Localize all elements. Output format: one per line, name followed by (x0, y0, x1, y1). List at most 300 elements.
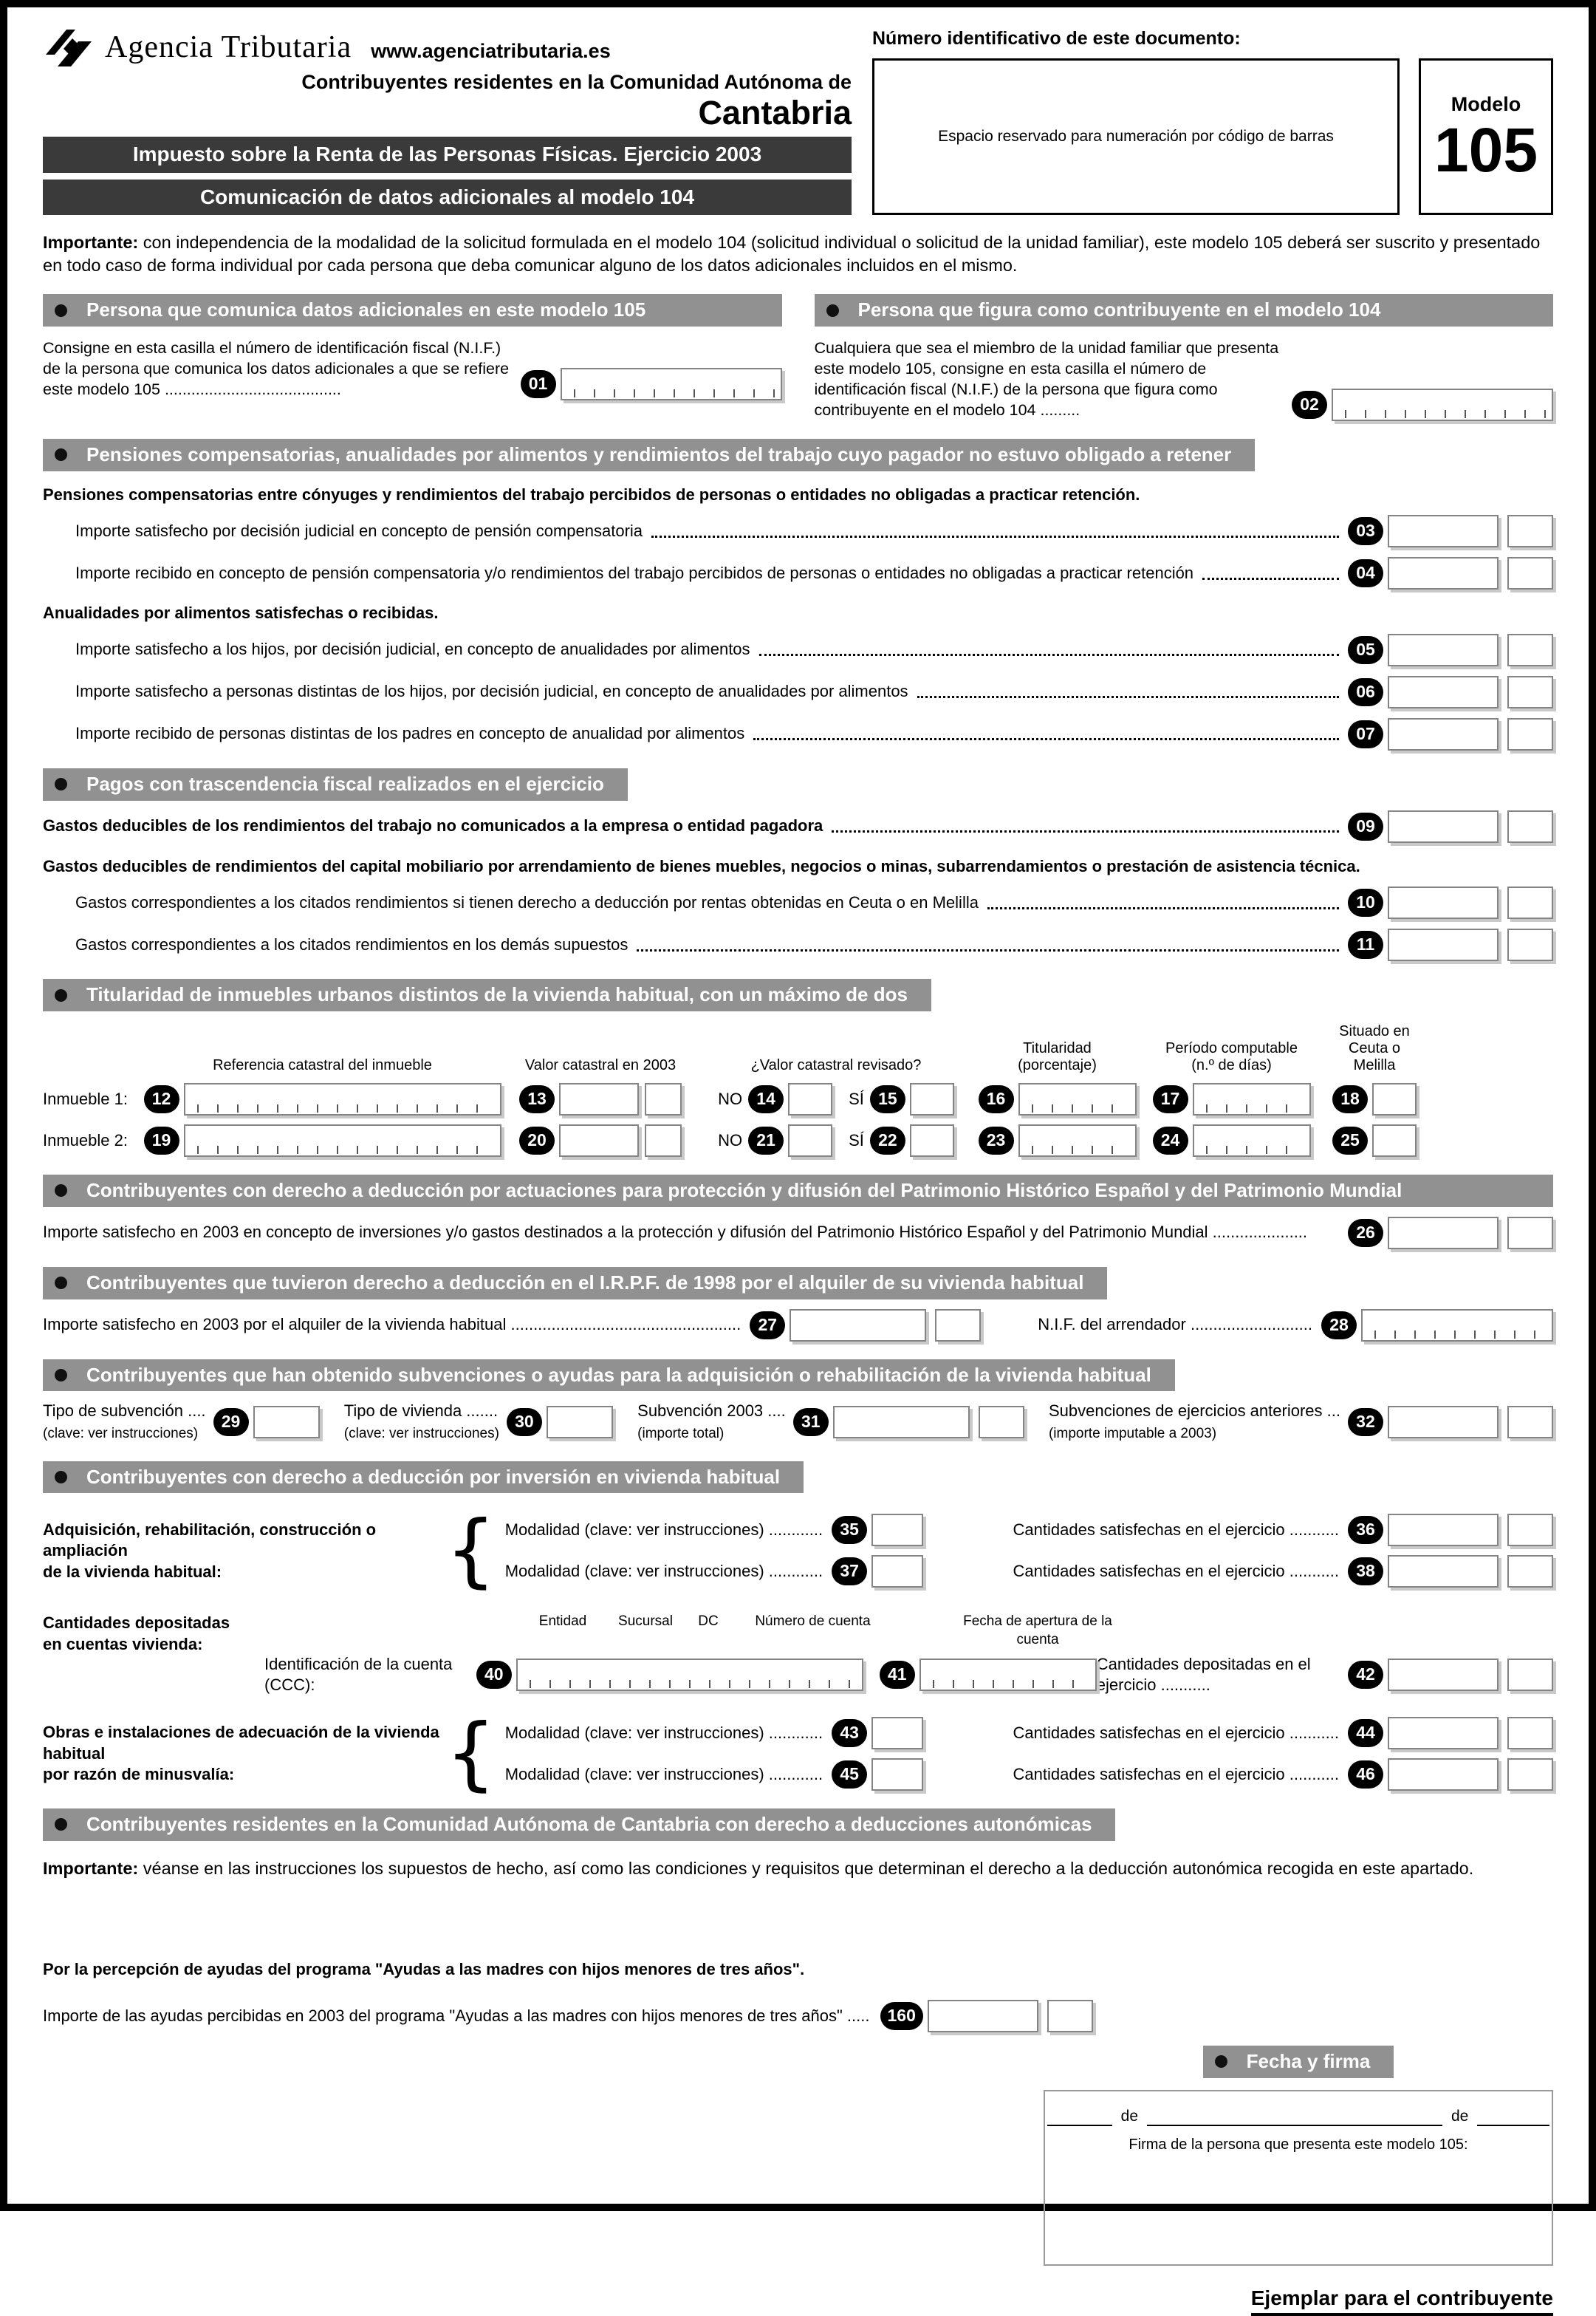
form-row-10 (43, 887, 1553, 919)
section-pensiones (43, 439, 1553, 751)
amount-euros-box[interactable] (790, 1309, 926, 1342)
ceuta-1 (1327, 1083, 1422, 1116)
year-blank-line[interactable] (1477, 2110, 1549, 2126)
field-number-badge: 11 (1348, 931, 1383, 959)
form-row-03 (43, 515, 1553, 547)
amount-cents-box[interactable] (645, 1124, 682, 1157)
tipo-vivienda-field[interactable] (547, 1406, 613, 1438)
vivienda-tipo-label (344, 1401, 499, 1443)
amount-cents-box[interactable] (1507, 1758, 1553, 1791)
cantidades-label: Cantidades satisfechas en el ejercicio ........... (1013, 1562, 1339, 1581)
nif-104-row (815, 338, 1554, 421)
subvencion-tipo-label (43, 1401, 206, 1443)
section-bullet-icon (55, 1369, 67, 1381)
field-group-42 (1097, 1654, 1553, 1696)
row-label: Gastos correspondientes a los citados rendimientos en los demás supuestos (75, 935, 629, 954)
persona-104-column (815, 294, 1554, 421)
label-subline: (importe imputable a 2003) (1048, 1425, 1217, 1441)
col-header-line: Ceuta o Melilla (1348, 1039, 1401, 1073)
amount-field-44 (1388, 1717, 1553, 1749)
amount-cents-box[interactable] (1507, 1217, 1553, 1249)
amount-euros-box[interactable] (1388, 1514, 1499, 1546)
section-title: Pensiones compensatorias, anualidades por alimentos y rendimientos del trabajo cuyo pagador no estuvo obligado a retener (86, 443, 1232, 465)
field-number-badge: 22 (870, 1127, 905, 1155)
amount-field-06 (1388, 676, 1553, 708)
dot-leader (651, 536, 1339, 538)
col-header-revisado: ¿Valor catastral revisado? (750, 1056, 922, 1073)
adquisicion-group (43, 1504, 1553, 1597)
cantidades-label: Cantidades satisfechas en el ejercicio ........... (1013, 1764, 1339, 1783)
section-title: Contribuyentes que han obtenido subvenciones o ayudas para la adquisición o rehabilitación de la vivienda habitual (86, 1363, 1151, 1386)
obras-rows (505, 1717, 1553, 1791)
field-number-badge: 09 (1348, 813, 1383, 841)
amount-euros-box[interactable] (1388, 634, 1499, 666)
titularidad-1 (979, 1083, 1136, 1116)
day-blank-line[interactable] (1047, 2110, 1112, 2126)
section-title: Fecha y firma (1246, 2049, 1371, 2072)
amount-euros-box[interactable] (1388, 676, 1499, 708)
section-title: Contribuyentes que tuvieron derecho a deducción en el I.R.P.F. de 1998 por el alquiler de su vivienda habitual (86, 1271, 1084, 1294)
region-intro: Contribuyentes residentes en la Comunidad Autónoma de (301, 71, 852, 93)
firma-block (1044, 2046, 1553, 2266)
nif-105-instructions: Consigne en esta casilla el número de identificación fiscal (N.I.F.) de la persona que comunica los datos adicionales a que se refiere este modelo 105 ........................................ (43, 339, 510, 398)
left-brace-glyph: { (445, 1707, 496, 1800)
model-number-box (1419, 58, 1553, 216)
fecha-apertura-header: Fecha de apertura de la cuenta (963, 1613, 1112, 1648)
nif-arrendador-field[interactable] (1361, 1309, 1553, 1342)
section-bullet-icon (826, 304, 839, 317)
periodo-field[interactable] (1193, 1083, 1311, 1116)
ccc-label: Identificación de la cuenta (CCC): (264, 1654, 453, 1695)
amount-field-04 (1388, 557, 1553, 590)
section-autonomicas (43, 1808, 1553, 2032)
nif-arrendador-label: N.I.F. del arrendador ........................... (1038, 1315, 1312, 1334)
form-header (43, 27, 1553, 215)
modalidad-label: Modalidad (clave: ver instrucciones) ............ (504, 1764, 823, 1783)
section-title: Titularidad de inmuebles urbanos distintos de la vivienda habitual, con un máximo de dos (86, 983, 908, 1006)
label-line: Cantidades depositadas (43, 1613, 230, 1633)
col-header-line: (n.º de días) (1191, 1056, 1272, 1073)
revisado-no-field[interactable] (788, 1083, 832, 1116)
section-title: Contribuyentes residentes en la Comunidad Autónoma de Cantabria con derecho a deducciones autonómicas (86, 1812, 1092, 1835)
form-row-40-41-42 (264, 1654, 1553, 1696)
field-number-badge: 29 (213, 1408, 249, 1436)
row-label: Importe satisfecho en 2003 en concepto de inversiones y/o gastos destinados a la protección y difusión del Patrimonio Histórico Español y del Patrimonio Mundial ..................... (43, 1223, 1308, 1242)
titularidad-field[interactable] (1018, 1083, 1137, 1116)
section-inmuebles (43, 979, 1553, 1157)
obras-label (43, 1722, 445, 1786)
section-header-patrimonio (43, 1175, 1553, 1207)
field-number-badge: 35 (832, 1516, 867, 1544)
label-line: Tipo de subvención .... (43, 1401, 206, 1421)
ceuta-field[interactable] (1372, 1083, 1417, 1116)
brand-name: Agencia Tributaria (105, 30, 352, 65)
col-header-line: Período computable (1165, 1039, 1298, 1056)
row-label: Importe recibido de personas distintas de los padres en concepto de anualidad por alimentos (75, 724, 745, 743)
modelo-105-form (7, 7, 1589, 2316)
si-label: SÍ (849, 1089, 864, 1108)
de-word: de (1451, 2107, 1469, 2125)
label-line: Obras e instalaciones de adecuación de la vivienda habitual (43, 1723, 439, 1763)
section-bullet-icon (55, 304, 67, 317)
dot-leader (1202, 578, 1339, 580)
section-bullet-icon (55, 778, 67, 790)
numero-cuenta-header: Número de cuenta (755, 1613, 871, 1630)
amount-euros-box[interactable] (1388, 515, 1499, 547)
ceuta-field[interactable] (1372, 1124, 1417, 1157)
amount-field-07 (1388, 718, 1553, 751)
amount-euros-box[interactable] (559, 1083, 639, 1116)
section-header-autonomicas (43, 1808, 1115, 1841)
amount-euros-box[interactable] (1388, 1217, 1499, 1249)
label-line: Subvención 2003 .... (637, 1401, 786, 1421)
field-number-badge: 07 (1348, 720, 1383, 748)
form-row-09 (43, 810, 1553, 843)
field-number-badge: 45 (832, 1760, 867, 1789)
sucursal-header: Sucursal (618, 1613, 673, 1630)
field-number-badge: 02 (1292, 391, 1327, 419)
label-subline: (importe total) (637, 1425, 725, 1441)
field-group-01 (521, 368, 782, 400)
important-note (43, 231, 1553, 276)
amount-field-26 (1388, 1217, 1553, 1249)
section-title: Persona que comunica datos adicionales en este modelo 105 (86, 298, 646, 321)
de-word: de (1120, 2107, 1138, 2125)
amount-euros-box[interactable] (1388, 557, 1499, 590)
referencia-catastral-field[interactable] (184, 1083, 501, 1116)
section-bullet-icon (55, 989, 67, 1002)
field-number-badge: 46 (1348, 1760, 1383, 1789)
amount-cents-box[interactable] (1507, 1717, 1553, 1749)
amount-euros-box[interactable] (1388, 1659, 1499, 1691)
valor-catastral-2 (507, 1124, 693, 1157)
pagos-subtitle: Gastos deducibles de rendimientos del capital mobiliario por arrendamiento de bienes muebles, negocios o minas, subarrendamientos o prestación de asistencia técnica. (43, 856, 1360, 875)
amount-field-11 (1388, 929, 1553, 961)
valor-catastral-field (559, 1083, 682, 1116)
amount-field-31 (833, 1406, 1024, 1438)
amount-cents-box[interactable] (935, 1309, 981, 1342)
amount-euros-box[interactable] (1388, 718, 1499, 751)
no-label: NO (718, 1089, 743, 1108)
amount-euros-box[interactable] (1388, 1555, 1499, 1588)
field-number-badge: 14 (748, 1085, 784, 1113)
region-name: Cantabria (698, 94, 852, 132)
field-number-badge: 01 (521, 370, 556, 398)
amount-cents-box[interactable] (1507, 1659, 1553, 1691)
label-subline: (clave: ver instrucciones) (343, 1425, 499, 1441)
modalidad-field[interactable] (871, 1555, 923, 1588)
dc-header: DC (698, 1613, 719, 1630)
cantidades-label: Cantidades satisfechas en el ejercicio ........... (1013, 1520, 1339, 1540)
agencia-tributaria-logo-icon (43, 27, 95, 69)
valor-revisado-2 (714, 1124, 958, 1157)
field-number-badge: 15 (870, 1085, 905, 1113)
header-right (872, 27, 1553, 215)
form-row-45-46 (505, 1758, 1553, 1791)
form-row-26 (43, 1217, 1553, 1249)
label-line: por razón de minusvalía: (43, 1765, 235, 1784)
subvencion-2003-label (637, 1401, 786, 1443)
nif-declarante-field[interactable] (561, 368, 782, 400)
periodo-2 (1157, 1124, 1306, 1157)
col-header-titularidad (979, 1040, 1136, 1074)
revisado-no-field[interactable] (788, 1124, 832, 1157)
row-label: Importe de las ayudas percibidas en 2003 del programa "Ayudas a las madres con hijos menores de tres años" ..... (43, 2006, 870, 2025)
field-group-29 (43, 1401, 320, 1443)
section-header-persona-105 (43, 294, 782, 327)
signature-box[interactable] (1044, 2090, 1553, 2266)
row-label: Importe satisfecho a los hijos, por decisión judicial, en concepto de anualidades por alimentos (75, 640, 750, 659)
form-row-35-36 (505, 1514, 1553, 1546)
brand-row (43, 27, 852, 69)
section-bullet-icon (55, 1471, 67, 1483)
amount-cents-box[interactable] (1507, 1406, 1553, 1438)
amount-field-160 (928, 2000, 1093, 2032)
titularidad-field[interactable] (1018, 1124, 1137, 1157)
field-number-badge: 04 (1348, 559, 1383, 587)
amount-field-27 (790, 1309, 981, 1342)
field-group-30 (344, 1401, 613, 1443)
field-number-badge: 23 (979, 1127, 1014, 1155)
amount-cents-box[interactable] (1507, 1555, 1553, 1588)
section-personas (43, 294, 1553, 421)
revisado-si-field[interactable] (910, 1083, 954, 1116)
dot-leader (987, 907, 1339, 909)
label-line: Tipo de vivienda ....... (343, 1401, 499, 1421)
row-label: Inmueble 2: (43, 1130, 128, 1150)
amount-field-03 (1388, 515, 1553, 547)
section-header-pensiones (43, 439, 1255, 471)
amount-field-46 (1388, 1758, 1553, 1791)
field-number-badge: 16 (979, 1085, 1014, 1113)
col-header-referencia: Referencia catastral del inmueble (213, 1056, 432, 1073)
valor-catastral-field (559, 1124, 682, 1157)
cuentas-vivienda-group (43, 1613, 1553, 1696)
col-header-valor: Valor catastral en 2003 (524, 1056, 677, 1073)
obras-group (43, 1707, 1553, 1800)
field-number-badge: 19 (144, 1127, 179, 1155)
cuenta-column-headers (521, 1613, 1553, 1649)
col-header-line: Situado en (1339, 1022, 1410, 1039)
amount-cents-box[interactable] (1507, 1514, 1553, 1546)
field-number-badge: 24 (1153, 1127, 1188, 1155)
dot-leader (917, 696, 1339, 698)
section-pagos (43, 768, 1553, 961)
row-label: Importe satisfecho a personas distintas de los hijos, por decisión judicial, en concepto de anualidades por alimentos (75, 682, 908, 701)
important-text: véanse en las instrucciones los supuestos de hecho, así como las condiciones y requisitos que determinan el derecho a la deducción autonómica recogida en este apartado. (143, 1858, 1474, 1878)
field-group-46 (1013, 1758, 1553, 1791)
row-label: Importe recibido en concepto de pensión compensatoria y/o rendimientos del trabajo percibidos de personas o entidades no obligadas a practicar retención (75, 563, 1194, 582)
dot-leader (759, 654, 1339, 656)
section-firma (43, 2046, 1553, 2266)
form-row-37-38 (505, 1555, 1553, 1588)
adquisicion-label (43, 1520, 445, 1583)
date-line (1063, 2106, 1534, 2126)
section-subvenciones (43, 1359, 1553, 1444)
dot-leader (637, 949, 1339, 952)
modalidad-field[interactable] (871, 1758, 923, 1791)
amount-euros-box[interactable] (559, 1124, 639, 1157)
amount-euros-box[interactable] (1388, 1758, 1499, 1791)
form-row-11 (43, 929, 1553, 961)
barcode-reserved-box (872, 58, 1400, 216)
signature-label: Firma de la persona que presenta este modelo 105: (1128, 2136, 1468, 2153)
amount-field-09 (1388, 810, 1553, 843)
row-label: Gastos deducibles de los rendimientos del trabajo no comunicados a la empresa o entidad pagadora (43, 816, 823, 836)
field-number-badge: 32 (1348, 1408, 1383, 1436)
website-url[interactable]: www.agenciatributaria.es (371, 39, 611, 62)
field-number-badge: 41 (880, 1661, 915, 1689)
amount-field-10 (1388, 887, 1553, 919)
si-label: SÍ (849, 1130, 864, 1150)
valor-catastral-1 (507, 1083, 693, 1116)
cuentas-vivienda-fields (264, 1613, 1553, 1696)
field-number-badge: 25 (1332, 1127, 1368, 1155)
referencia-catastral-1 (151, 1083, 487, 1116)
row-label: Importe satisfecho por decisión judicial en concepto de pensión compensatoria (75, 521, 643, 540)
field-number-badge: 37 (832, 1557, 867, 1585)
amount-euros-box[interactable] (1388, 887, 1499, 919)
label-line: en cuentas vivienda: (43, 1635, 203, 1653)
amount-cents-box[interactable] (1507, 557, 1553, 590)
section-header-subvenciones (43, 1359, 1175, 1392)
field-number-badge: 38 (1348, 1557, 1383, 1585)
tipo-subvencion-field[interactable] (253, 1406, 320, 1438)
pensiones-subtitle-2: Anualidades por alimentos satisfechas o recibidas. (43, 604, 439, 623)
form-title-subject: Comunicación de datos adicionales al modelo 104 (43, 180, 852, 215)
amount-euros-box[interactable] (928, 2000, 1038, 2032)
row-label: Inmueble 1: (43, 1089, 128, 1108)
field-group-26 (1348, 1217, 1553, 1249)
field-number-badge: 160 (880, 2002, 923, 2030)
modalidad-field[interactable] (871, 1717, 923, 1749)
amount-euros-box[interactable] (1388, 929, 1499, 961)
field-number-badge: 27 (750, 1311, 785, 1339)
section-header-firma (1203, 2046, 1394, 2078)
no-label: NO (718, 1130, 743, 1150)
field-number-badge: 17 (1153, 1085, 1188, 1113)
amount-cents-box[interactable] (1507, 515, 1553, 547)
subvenciones-row (43, 1401, 1553, 1443)
important-lead: Importante: (43, 1858, 139, 1878)
section-bullet-icon (55, 1184, 67, 1197)
amount-cents-box[interactable] (1507, 810, 1553, 843)
inmuebles-header-row (43, 1023, 1553, 1074)
amount-cents-box[interactable] (1507, 887, 1553, 919)
copy-for-taxpayer-label: Ejemplar para el contribuyente (1251, 2285, 1553, 2316)
label-subline: (clave: ver instrucciones) (43, 1425, 199, 1441)
section-bullet-icon (55, 1277, 67, 1289)
section-bullet-icon (55, 448, 67, 461)
form-row-07 (43, 718, 1553, 751)
model-number: 105 (1434, 115, 1538, 185)
label-line: de la vivienda habitual: (43, 1562, 222, 1581)
amount-cents-box[interactable] (979, 1406, 1024, 1438)
left-brace-glyph: { (445, 1504, 496, 1597)
field-number-badge: 26 (1348, 1219, 1383, 1247)
programa-ayudas-title: Por la percepción de ayudas del programa "Ayudas a las madres con hijos menores de tres años". (43, 1960, 805, 1979)
field-number-badge: 18 (1332, 1085, 1368, 1113)
field-number-badge: 05 (1348, 636, 1383, 664)
section-alquiler (43, 1267, 1553, 1342)
titularidad-2 (979, 1124, 1136, 1157)
field-number-badge: 40 (476, 1661, 512, 1689)
nif-105-row (43, 338, 782, 400)
form-row-27-28 (43, 1309, 1553, 1342)
periodo-1 (1157, 1083, 1306, 1116)
modalidad-label: Modalidad (clave: ver instrucciones) ............ (504, 1723, 823, 1742)
field-number-badge: 30 (507, 1408, 542, 1436)
form-title-tax: Impuesto sobre la Renta de las Personas Físicas. Ejercicio 2003 (43, 137, 852, 172)
field-group-32 (1049, 1401, 1553, 1443)
amount-cents-box[interactable] (1507, 929, 1553, 961)
amount-cents-box[interactable] (1507, 718, 1553, 751)
referencia-catastral-2 (151, 1124, 487, 1157)
dot-leader (753, 738, 1339, 740)
model-word: Modelo (1451, 93, 1521, 116)
field-number-badge: 20 (519, 1127, 555, 1155)
doc-id-label: Número identificativo de este documento: (872, 28, 1241, 49)
amount-field-32 (1388, 1406, 1553, 1438)
section-title: Contribuyentes con derecho a deducción por inversión en vivienda habitual (86, 1465, 781, 1488)
inmueble-2-row (43, 1124, 1553, 1157)
section-bullet-icon (1215, 2055, 1227, 2068)
field-group-02 (1292, 389, 1553, 421)
nif-contribuyente-field[interactable] (1332, 389, 1553, 421)
amount-cents-box[interactable] (1507, 634, 1553, 666)
form-row-06 (43, 676, 1553, 708)
modalidad-field[interactable] (871, 1514, 923, 1546)
amount-field-05 (1388, 634, 1553, 666)
col-header-ceuta (1327, 1023, 1422, 1074)
periodo-field[interactable] (1193, 1124, 1311, 1157)
amount-euros-box[interactable] (1388, 1717, 1499, 1749)
amount-field-36 (1388, 1514, 1553, 1546)
dot-leader (832, 830, 1339, 833)
amount-field-38 (1388, 1555, 1553, 1588)
field-number-badge: 03 (1348, 517, 1383, 545)
section-bullet-icon (55, 1818, 67, 1831)
amount-euros-box[interactable] (1388, 810, 1499, 843)
month-blank-line[interactable] (1147, 2110, 1442, 2126)
ccc-field[interactable] (516, 1659, 863, 1691)
revisado-si-field[interactable] (910, 1124, 954, 1157)
field-group-44 (1013, 1717, 1553, 1749)
referencia-catastral-field[interactable] (184, 1124, 501, 1157)
entidad-header: Entidad (538, 1613, 587, 1630)
important-lead: Importante: (43, 233, 139, 253)
section-title: Contribuyentes con derecho a deducción por actuaciones para protección y difusión del Patrimonio Histórico Español y del Patrimonio Mundial (86, 1178, 1403, 1201)
field-number-badge: 44 (1348, 1719, 1383, 1747)
amount-cents-box[interactable] (1047, 2000, 1093, 2032)
field-number-badge: 10 (1348, 889, 1383, 917)
fecha-apertura-field[interactable] (919, 1659, 1097, 1691)
amount-euros-box[interactable] (1388, 1406, 1499, 1438)
amount-cents-box[interactable] (1507, 676, 1553, 708)
form-row-04 (43, 557, 1553, 590)
doc-id-row (872, 58, 1553, 216)
amount-cents-box[interactable] (645, 1083, 682, 1116)
ceuta-2 (1327, 1124, 1422, 1157)
autonomicas-important (43, 1857, 1553, 1880)
field-group-31 (637, 1401, 1024, 1443)
pensiones-subtitle-1: Pensiones compensatorias entre cónyuges y rendimientos del trabajo percibidos de personas o entidades no obligadas a practicar retención. (43, 485, 1140, 504)
amount-euros-box[interactable] (833, 1406, 970, 1438)
barcode-placeholder-text: Espacio reservado para numeración por código de barras (938, 128, 1334, 146)
section-header-alquiler (43, 1267, 1107, 1299)
form-row-160 (43, 2000, 1553, 2032)
field-group-28 (1038, 1309, 1553, 1342)
